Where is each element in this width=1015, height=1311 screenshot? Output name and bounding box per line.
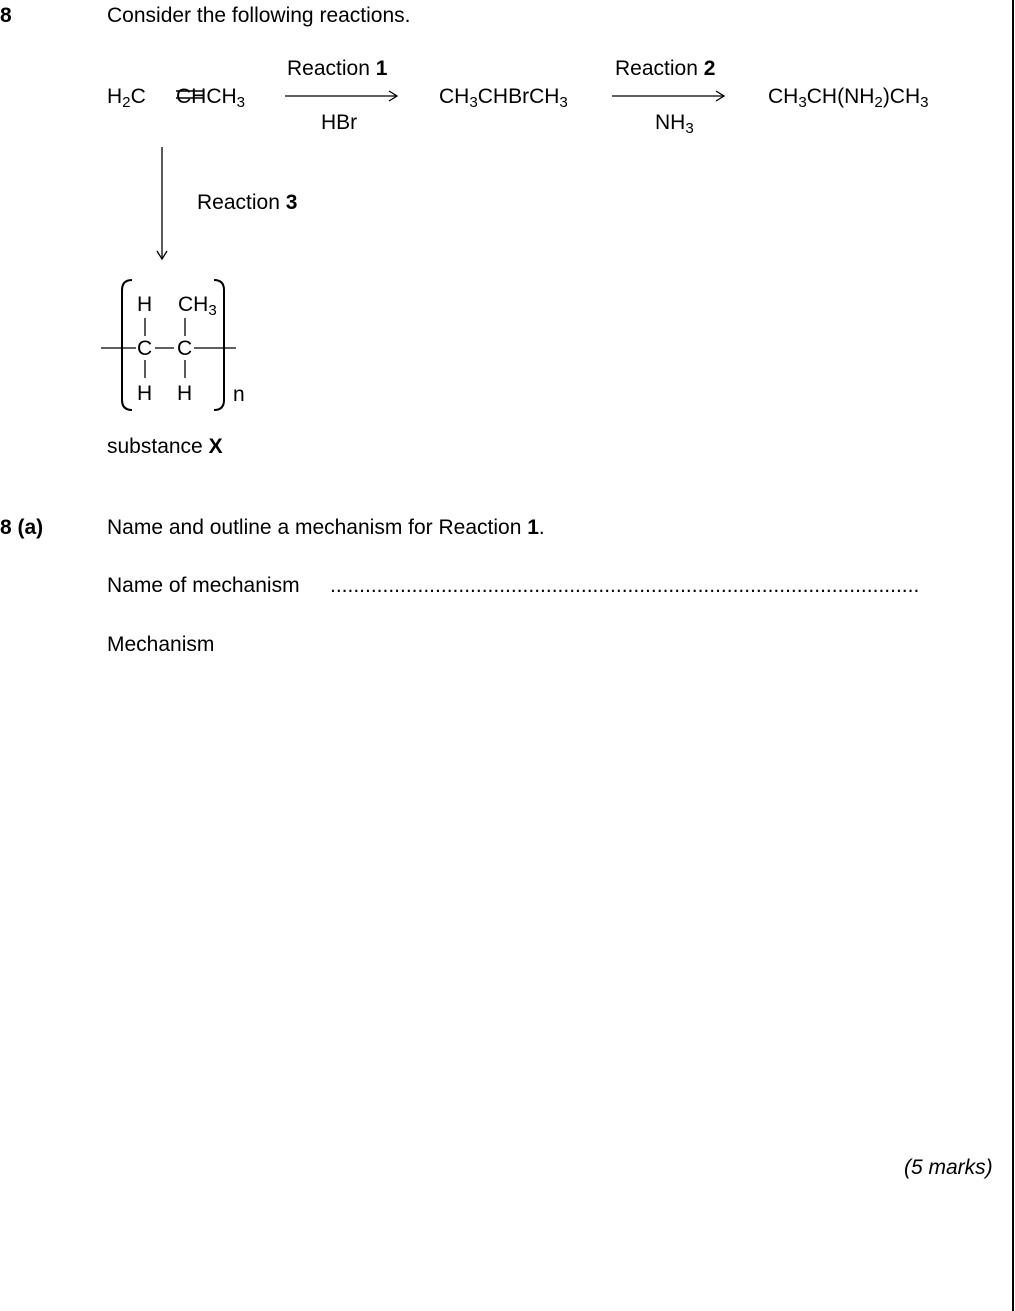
polymer-atom-c-right: C — [177, 337, 193, 360]
question-number: 8 — [0, 4, 12, 27]
polymer-atom-c-left: C — [137, 337, 153, 360]
polymer-atom-top-left: H — [137, 293, 153, 316]
polymer-repeat-n: n — [233, 383, 245, 406]
reaction1-reagent: HBr — [321, 111, 358, 134]
reactant-chch3: $CHCH_3$ — [176, 85, 246, 112]
marks-label: (5 marks) — [904, 1156, 993, 1179]
mechanism-name-label: Name of mechanism — [107, 574, 300, 597]
reaction1-label: Reaction 1 — [287, 57, 388, 80]
intermediate-formula: $CH_3CHBrCH_3$ — [439, 85, 568, 112]
reactant-h2c: $H_2C$ — [107, 85, 146, 112]
polymer-atom-bottom-left: H — [137, 382, 153, 405]
product-formula: $CH_3CH(NH_2)CH_3$ — [768, 85, 929, 112]
polymer-atom-top-right: $CH_3$ — [178, 293, 217, 320]
reaction2-reagent: $NH_3$ — [655, 111, 694, 138]
mechanism-name-answer-line[interactable]: ..................................................................................................... — [330, 575, 920, 596]
reaction2-label: Reaction 2 — [615, 57, 716, 80]
polymer-left-bracket — [122, 280, 132, 410]
polymer-atom-bottom-right: H — [177, 382, 193, 405]
reaction3-label: Reaction 3 — [197, 191, 298, 214]
part-a-instruction: Name and outline a mechanism for Reaction 1. — [107, 516, 545, 539]
part-a-label: 8 (a) — [0, 516, 44, 539]
question-intro: Consider the following reactions. — [107, 4, 411, 27]
substance-x-label: substance X — [107, 435, 223, 458]
mechanism-label: Mechanism — [107, 633, 215, 656]
mechanism-answer-space[interactable] — [107, 670, 997, 1140]
